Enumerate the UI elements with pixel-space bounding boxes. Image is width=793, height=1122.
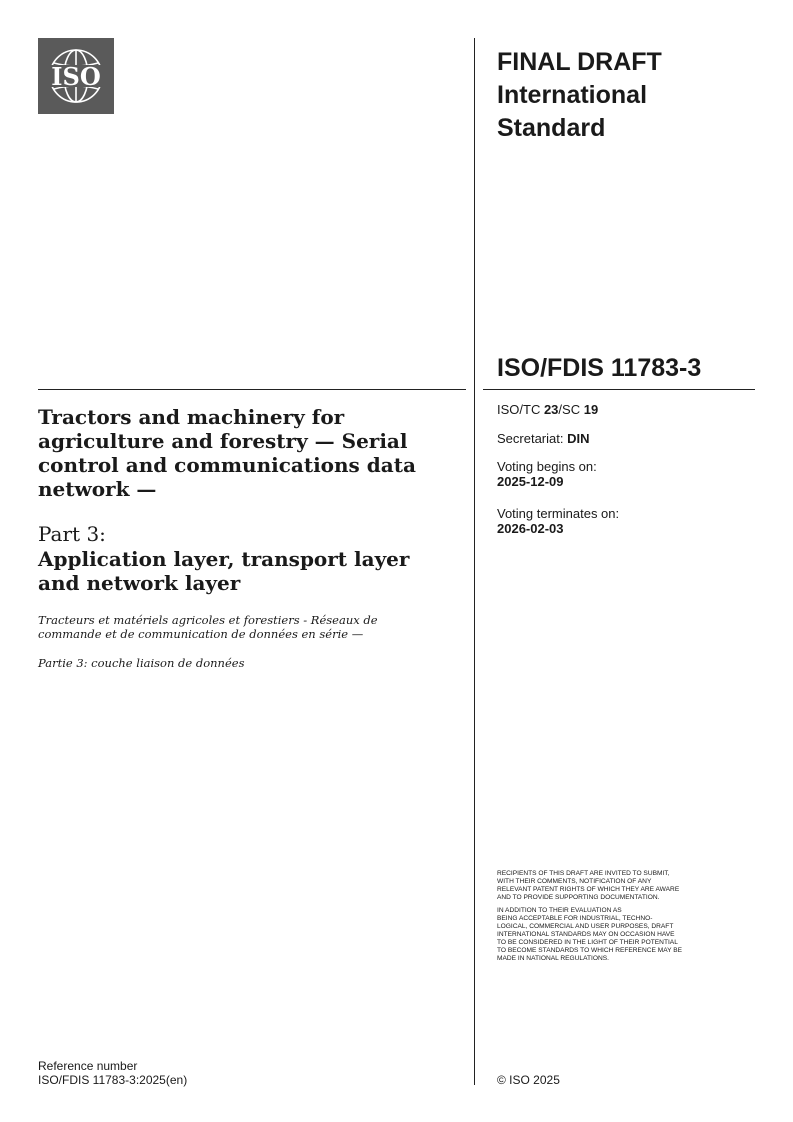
title-line: control and communications data bbox=[38, 453, 416, 477]
vertical-divider bbox=[474, 38, 475, 1085]
status-line: FINAL DRAFT bbox=[497, 48, 662, 76]
document-number: ISO/FDIS 11783-3 bbox=[497, 354, 702, 382]
voting-terminates: Voting terminates on: 2026-02-03 bbox=[497, 506, 620, 536]
iso-logo bbox=[38, 38, 114, 114]
secretariat: Secretariat: DIN bbox=[497, 431, 590, 446]
reference-number: Reference number ISO/FDIS 11783-3:2025(en) bbox=[38, 1059, 188, 1087]
svg-text:ISO: ISO bbox=[51, 62, 101, 91]
part-title-line: and network layer bbox=[38, 571, 241, 595]
title-line: network — bbox=[38, 477, 157, 501]
horizontal-rule-left bbox=[38, 389, 466, 390]
french-title: Tracteurs et matériels agricoles et forestiers - Réseaux de commande et de communication de données en série — bbox=[38, 613, 378, 641]
status-line: Standard bbox=[497, 114, 606, 142]
part-label: Part 3: bbox=[38, 522, 106, 546]
globe-icon bbox=[38, 38, 114, 114]
french-part-title: Partie 3: couche liaison de données bbox=[38, 656, 245, 670]
technical-committee: ISO/TC 23/SC 19 bbox=[497, 402, 599, 417]
status-line: International bbox=[497, 81, 648, 109]
title-line: Tractors and machinery for bbox=[38, 405, 345, 429]
part-title-line: Application layer, transport layer bbox=[38, 547, 410, 571]
title-line: agriculture and forestry — Serial bbox=[38, 429, 408, 453]
document-status bbox=[497, 46, 757, 145]
document-title bbox=[38, 405, 458, 501]
draft-notice: RECIPIENTS OF THIS DRAFT ARE INVITED TO SUBMIT, WITH THEIR COMMENTS, NOTIFICATION OF ANY RELEVANT PATENT RIGHTS OF WHICH THEY ARE AWARE AND TO PROVIDE SUPPORTING DOCUMENTATION. IN ADDITION TO THEIR EVALUATION AS BEING ACCEPTABLE FOR INDUSTRIAL, TECHNO- LOGICAL, COMMERCIAL AND USER PURPOSES, DRAFT INTERNATIONAL STANDARDS MAY ON OCCASION HAVE TO BE CONSIDERED IN THE LIGHT OF THEIR POTENTIAL TO BECOME STANDARDS TO WHICH REFERENCE MAY BE MADE IN NATIONAL REGULATIONS. bbox=[497, 870, 683, 962]
horizontal-rule-right bbox=[483, 389, 755, 390]
voting-begins: Voting begins on: 2025-12-09 bbox=[497, 459, 597, 489]
part-title bbox=[38, 547, 458, 595]
copyright: © ISO 2025 bbox=[497, 1073, 560, 1087]
